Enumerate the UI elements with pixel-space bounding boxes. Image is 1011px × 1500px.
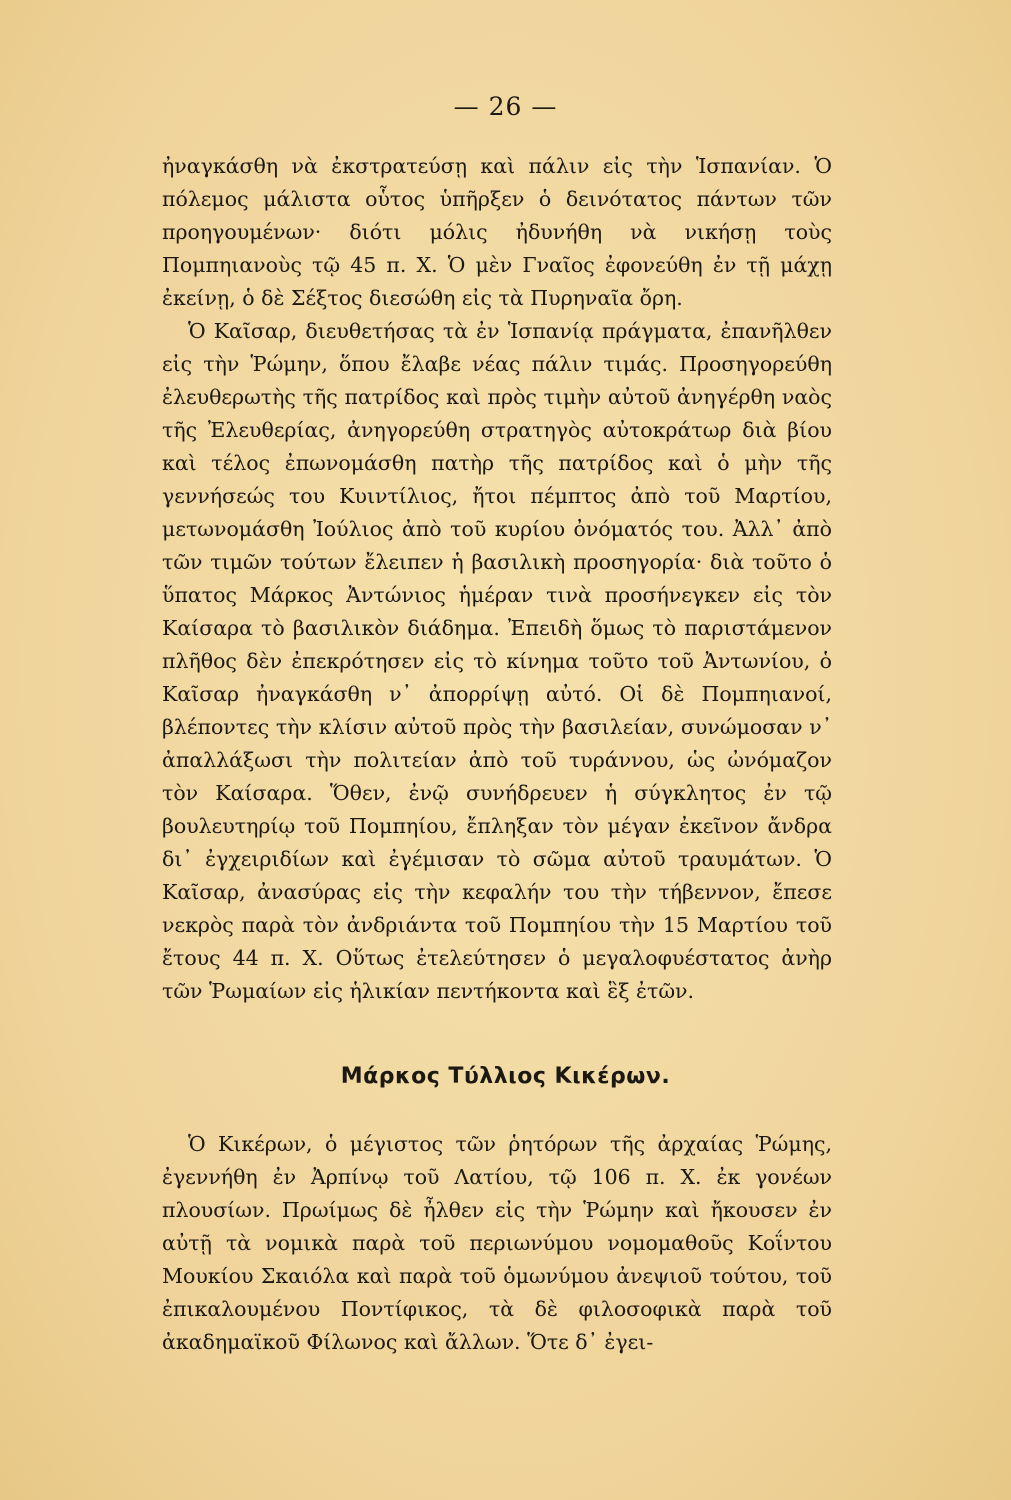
section-text	[162, 1128, 832, 1359]
section-paragraph: Ὁ Κικέρων, ὁ μέγιστος τῶν ῥητόρων τῆς ἀρχαίας Ῥώμης, ἐγεννήθη ἐν Ἀρπίνῳ τοῦ Λατίου, τῷ 106 π. Χ. ἐκ γονέων πλουσίων. Πρωίμως δὲ ἦλθεν εἰς τὴν Ῥώμην καὶ ἤκουσεν ἐν αὐτῇ τὰ νομικὰ παρὰ τοῦ περιωνύμου νομομαθοῦς Κοΐντου Μουκίου Σκαιόλα καὶ παρὰ τοῦ ὁμωνύμου ἀνεψιοῦ τούτου, τοῦ ἐπικαλουμένου Ποντίφικος, τὰ δὲ φιλοσοφικὰ παρὰ τοῦ ἀκαδημαϊκοῦ Φίλωνος καὶ ἄλλων. Ὅτε δ᾽ ἐγει-	[162, 1132, 832, 1354]
paragraph-2: Ὁ Καῖσαρ, διευθετήσας τὰ ἐν Ἱσπανίᾳ πράγματα, ἐπανῆλθεν εἰς τὴν Ῥώμην, ὅπου ἔλαβε νέας πάλιν τιμάς. Προσηγορεύθη ἐλευθερωτὴς τῆς πατρίδος καὶ πρὸς τιμὴν αὐτοῦ ἀνηγέρθη ναὸς τῆς Ἐλευθερίας, ἀνηγορεύθη στρατηγὸς αὐτοκράτωρ διὰ βίου καὶ τέλος ἐπωνομάσθη πατὴρ τῆς πατρίδος καὶ ὁ μὴν τῆς γεννήσεώς του Κυιντίλιος, ἤτοι πέμπτος ἀπὸ τοῦ Μαρτίου, μετωνομάσθη Ἰούλιος ἀπὸ τοῦ κυρίου ὀνόματός του. Ἀλλ᾽ ἀπὸ τῶν τιμῶν τούτων ἔλειπεν ἡ βασιλικὴ προσηγορία· διὰ τοῦτο ὁ ὕπατος Μάρκος Ἀντώνιος ἡμέραν τινὰ προσήνεγκεν εἰς τὸν Καίσαρα τὸ βασιλικὸν διάδημα. Ἐπειδὴ ὅμως τὸ παριστάμενον πλῆθος δὲν ἐπεκρότησεν εἰς τὸ κίνημα τοῦτο τοῦ Ἀντωνίου, ὁ Καῖσαρ ἠναγκάσθη ν᾽ ἀπορρίψῃ αὐτό. Οἱ δὲ Πομπηιανοί, βλέποντες τὴν κλίσιν αὐτοῦ πρὸς τὴν βασιλείαν, συνώμοσαν ν᾽ ἀπαλλάξωσι τὴν πολιτείαν ἀπὸ τοῦ τυράννου, ὡς ὠνόμαζον τὸν Καίσαρα. Ὅθεν, ἐνῷ συνήδρευεν ἡ σύγκλητος ἐν τῷ βουλευτηρίῳ τοῦ Πομπηίου, ἔπληξαν τὸν μέγαν ἐκεῖνον ἄνδρα δι᾽ ἐγχειριδίων καὶ ἐγέμισαν τὸ σῶμα αὐτοῦ τραυμάτων. Ὁ Καῖσαρ, ἀνασύρας εἰς τὴν κεφαλήν του τὴν τήβεννον, ἔπεσε νεκρὸς παρὰ τὸν ἀνδριάντα τοῦ Πομπηίου τὴν 15 Μαρτίου τοῦ ἔτους 44 π. Χ. Οὕτως ἐτελεύτησεν ὁ μεγαλοφυέστατος ἀνὴρ τῶν Ῥωμαίων εἰς ἡλικίαν πεντήκοντα καὶ ἓξ ἐτῶν.	[162, 319, 832, 1003]
main-text	[162, 150, 832, 1008]
paragraph-1: ἠναγκάσθη νὰ ἐκστρατεύσῃ καὶ πάλιν εἰς τὴν Ἱσπανίαν. Ὁ πόλεμος μάλιστα οὗτος ὑπῆρξεν ὁ δεινότατος πάντων τῶν προηγουμένων· διότι μόλις ἠδυνήθη νὰ νικήσῃ τοὺς Πομπηιανοὺς τῷ 45 π. Χ. Ὁ μὲν Γναῖος ἐφονεύθη ἐν τῇ μάχῃ ἐκείνῃ, ὁ δὲ Σέξτος διεσώθη εἰς τὰ Πυρηναῖα ὄρη.	[162, 154, 832, 310]
page-number: — 26 —	[453, 92, 558, 121]
section-heading: Μάρκος Τύλλιος Κικέρων.	[340, 1064, 671, 1089]
